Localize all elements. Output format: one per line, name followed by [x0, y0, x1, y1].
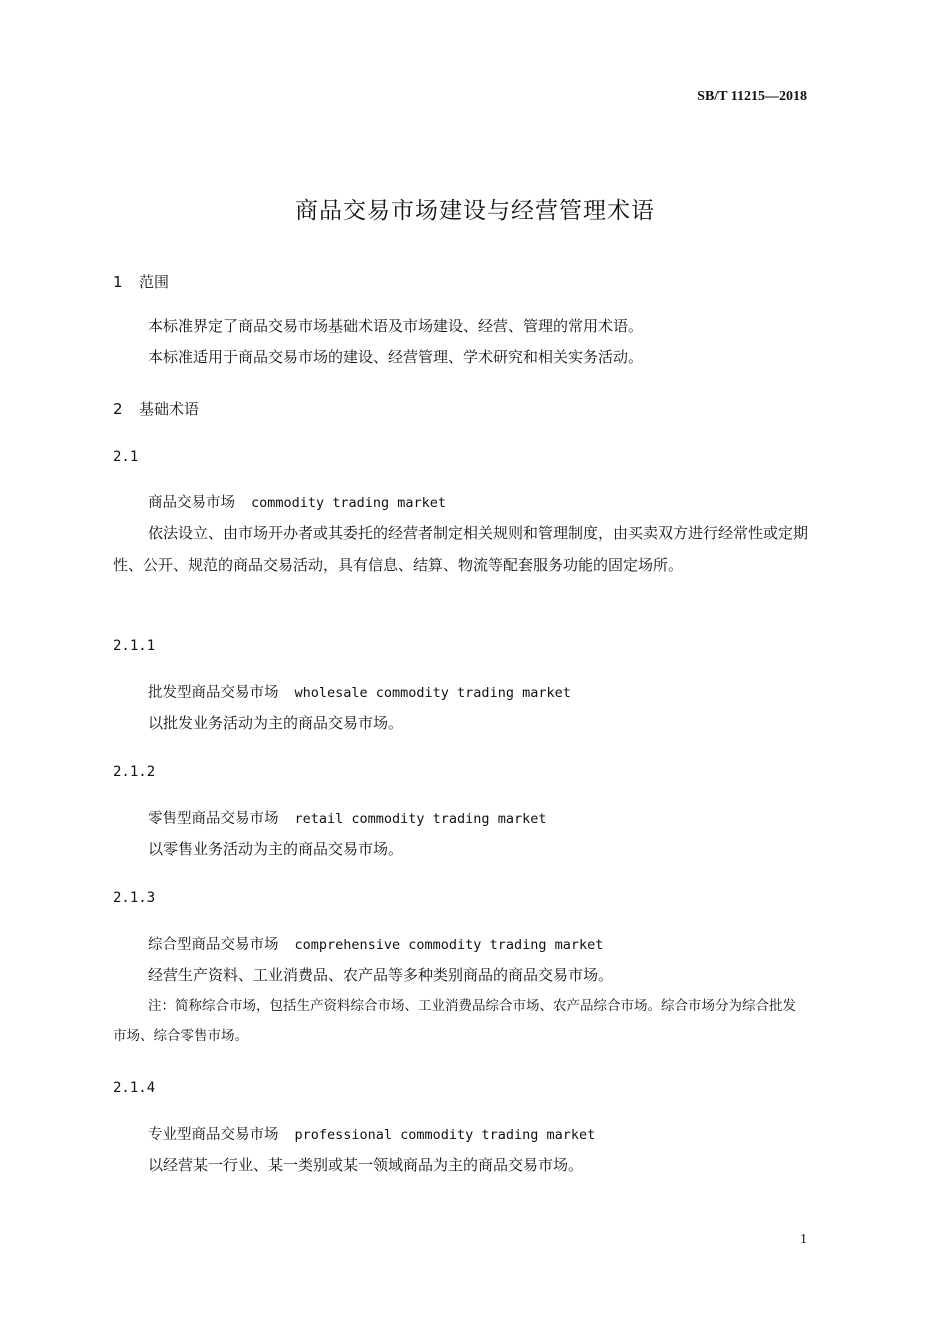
- term-entry: [148, 681, 571, 702]
- scope-paragraph-2: 本标准适用于商品交易市场的建设、经营管理、学术研究和相关实务活动。: [148, 348, 644, 366]
- term-english: wholesale commodity trading market: [294, 685, 571, 701]
- term-english: retail commodity trading market: [294, 811, 547, 827]
- term-entry: [148, 491, 446, 512]
- section-title: 基础术语: [139, 400, 200, 418]
- document-title: 商品交易市场建设与经营管理术语: [295, 198, 655, 224]
- term-chinese: 综合型商品交易市场: [148, 937, 279, 953]
- term-definition: 依法设立、由市场开办者或其委托的经营者制定相关规则和管理制度，由买卖双方进行经常性或定期性、公开、规范的商品交易活动，具有信息、结算、物流等配套服务功能的固定场所。: [113, 524, 809, 574]
- section-1-heading: [113, 271, 169, 292]
- page-number: 1: [800, 1232, 807, 1247]
- term-note: 注：简称综合市场，包括生产资料综合市场、工业消费品综合市场、农产品综合市场。综合市场分为综合批发市场、综合零售市场。: [113, 998, 796, 1044]
- term-definition: 以零售业务活动为主的商品交易市场。: [148, 840, 404, 858]
- term-number: 2.1.1: [113, 638, 156, 654]
- term-english: comprehensive commodity trading market: [294, 937, 604, 953]
- term-number: 2.1.3: [113, 890, 156, 906]
- scope-paragraph-1: 本标准界定了商品交易市场基础术语及市场建设、经营、管理的常用术语。: [148, 317, 644, 335]
- standard-code: SB/T 11215—2018: [697, 89, 807, 104]
- term-english: professional commodity trading market: [294, 1127, 596, 1143]
- term-chinese: 专业型商品交易市场: [148, 1127, 279, 1143]
- term-english: commodity trading market: [251, 495, 447, 511]
- term-number: 2.1.4: [113, 1080, 156, 1096]
- section-title: 范围: [139, 273, 170, 291]
- term-number: 2.1: [113, 449, 139, 465]
- term-chinese: 商品交易市场: [148, 495, 235, 511]
- term-definition: 经营生产资料、工业消费品、农产品等多种类别商品的商品交易市场。: [148, 966, 614, 984]
- term-number: 2.1.2: [113, 764, 156, 780]
- term-definition: 以经营某一行业、某一类别或某一领域商品为主的商品交易市场。: [148, 1156, 584, 1174]
- section-number: 2: [113, 400, 123, 418]
- term-chinese: 零售型商品交易市场: [148, 811, 279, 827]
- term-entry: [148, 933, 603, 954]
- term-definition: 以批发业务活动为主的商品交易市场。: [148, 714, 404, 732]
- section-2-heading: [113, 398, 199, 419]
- term-entry: [148, 1123, 595, 1144]
- section-number: 1: [113, 273, 123, 291]
- term-chinese: 批发型商品交易市场: [148, 685, 279, 701]
- term-entry: [148, 807, 546, 828]
